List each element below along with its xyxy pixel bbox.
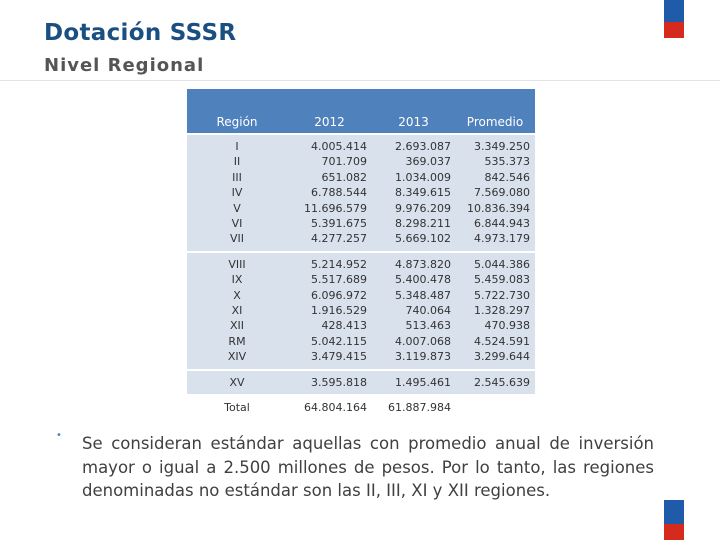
value-cell: 842.546 bbox=[484, 170, 530, 184]
value-cell: 3.479.415 bbox=[311, 350, 367, 364]
col-header-region: Región bbox=[216, 115, 258, 129]
value-cell: 5.042.115 bbox=[311, 334, 367, 348]
value-cell: 5.391.675 bbox=[311, 217, 367, 231]
value-cell: 1.034.009 bbox=[395, 170, 451, 184]
bullet-icon: • bbox=[56, 430, 62, 441]
y2013-column bbox=[372, 375, 455, 390]
value-cell: 513.463 bbox=[405, 319, 451, 333]
region-cell: VII bbox=[229, 232, 244, 246]
value-cell: 1.495.461 bbox=[395, 375, 451, 389]
col-header-2012: 2012 bbox=[314, 115, 345, 129]
region-cell: V bbox=[233, 201, 241, 215]
table-total-row bbox=[187, 396, 535, 421]
value-cell: 2.545.639 bbox=[474, 375, 530, 389]
slide-subtitle: Nivel Regional bbox=[44, 55, 205, 76]
value-cell: 5.517.689 bbox=[311, 273, 367, 287]
slide-title: Dotación SSSR bbox=[44, 20, 237, 46]
region-cell: III bbox=[232, 170, 242, 184]
average-column bbox=[455, 139, 535, 247]
flag-decoration-top bbox=[664, 0, 684, 38]
total-2013: 61.887.984 bbox=[388, 401, 451, 415]
table-header bbox=[187, 89, 535, 135]
value-cell: 535.373 bbox=[484, 155, 530, 169]
region-cell: XV bbox=[229, 375, 245, 389]
value-cell: 6.844.943 bbox=[474, 217, 530, 231]
value-cell: 701.709 bbox=[321, 155, 367, 169]
region-cell: VIII bbox=[228, 257, 246, 271]
y2013-column bbox=[372, 139, 455, 247]
value-cell: 6.096.972 bbox=[311, 288, 367, 302]
region-cell: I bbox=[235, 140, 239, 153]
value-cell: 9.976.209 bbox=[395, 201, 451, 215]
value-cell: 7.569.080 bbox=[474, 186, 530, 200]
average-column bbox=[455, 375, 535, 390]
table-row-group-2 bbox=[187, 253, 535, 371]
value-cell: 6.788.544 bbox=[311, 186, 367, 200]
value-cell: 4.973.179 bbox=[474, 232, 530, 246]
col-header-promedio: Promedio bbox=[466, 115, 524, 129]
total-label: Total bbox=[224, 401, 250, 415]
value-cell: 5.400.478 bbox=[395, 273, 451, 287]
value-cell: 4.277.257 bbox=[311, 232, 367, 246]
value-cell: 8.349.615 bbox=[395, 186, 451, 200]
region-cell: XIV bbox=[227, 350, 247, 364]
value-cell: 3.299.644 bbox=[474, 350, 530, 364]
region-cell: IX bbox=[231, 273, 243, 287]
region-cell: IV bbox=[231, 186, 243, 200]
y2012-column bbox=[287, 375, 372, 390]
region-column bbox=[187, 139, 287, 247]
region-cell: RM bbox=[228, 334, 246, 348]
region-cell: II bbox=[233, 155, 241, 169]
region-cell: X bbox=[233, 288, 241, 302]
value-cell: 10.836.394 bbox=[467, 201, 530, 215]
value-cell: 3.349.250 bbox=[474, 140, 530, 153]
region-cell: XII bbox=[229, 319, 245, 333]
flag-decoration-bottom bbox=[664, 500, 684, 540]
value-cell: 1.916.529 bbox=[311, 304, 367, 318]
regional-table bbox=[187, 89, 535, 422]
total-2012: 64.804.164 bbox=[304, 401, 367, 415]
value-cell: 2.693.087 bbox=[395, 140, 451, 153]
y2012-column bbox=[287, 139, 372, 247]
value-cell: 5.044.386 bbox=[474, 257, 530, 271]
value-cell: 4.005.414 bbox=[311, 140, 367, 153]
value-cell: 5.722.730 bbox=[474, 288, 530, 302]
value-cell: 4.007.068 bbox=[395, 334, 451, 348]
value-cell: 369.037 bbox=[405, 155, 451, 169]
value-cell: 740.064 bbox=[405, 304, 451, 318]
header-divider bbox=[0, 80, 720, 81]
value-cell: 4.524.591 bbox=[474, 334, 530, 348]
value-cell: 5.214.952 bbox=[311, 257, 367, 271]
note-paragraph: Se consideran estándar aquellas con promedio anual de inversión mayor o igual a 2.500 millones de pesos. Por lo tanto, las regiones denominadas no estándar son las II, III, XI y XII regiones. bbox=[82, 434, 654, 500]
value-cell: 428.413 bbox=[321, 319, 367, 333]
value-cell: 5.459.083 bbox=[474, 273, 530, 287]
region-column bbox=[187, 375, 287, 390]
y2013-column bbox=[372, 257, 455, 365]
value-cell: 470.938 bbox=[484, 319, 530, 333]
region-column bbox=[187, 257, 287, 365]
col-header-2013: 2013 bbox=[398, 115, 429, 129]
value-cell: 1.328.297 bbox=[474, 304, 530, 318]
value-cell: 5.348.487 bbox=[395, 288, 451, 302]
region-cell: XI bbox=[231, 304, 243, 318]
value-cell: 4.873.820 bbox=[395, 257, 451, 271]
value-cell: 3.119.873 bbox=[395, 350, 451, 364]
region-cell: VI bbox=[231, 217, 243, 231]
average-column bbox=[455, 257, 535, 365]
value-cell: 11.696.579 bbox=[304, 201, 367, 215]
y2012-column bbox=[287, 257, 372, 365]
value-cell: 651.082 bbox=[321, 170, 367, 184]
table-row-group-1 bbox=[187, 135, 535, 253]
value-cell: 3.595.818 bbox=[311, 375, 367, 389]
table-row-group-3 bbox=[187, 371, 535, 396]
value-cell: 8.298.211 bbox=[395, 217, 451, 231]
value-cell: 5.669.102 bbox=[395, 232, 451, 246]
